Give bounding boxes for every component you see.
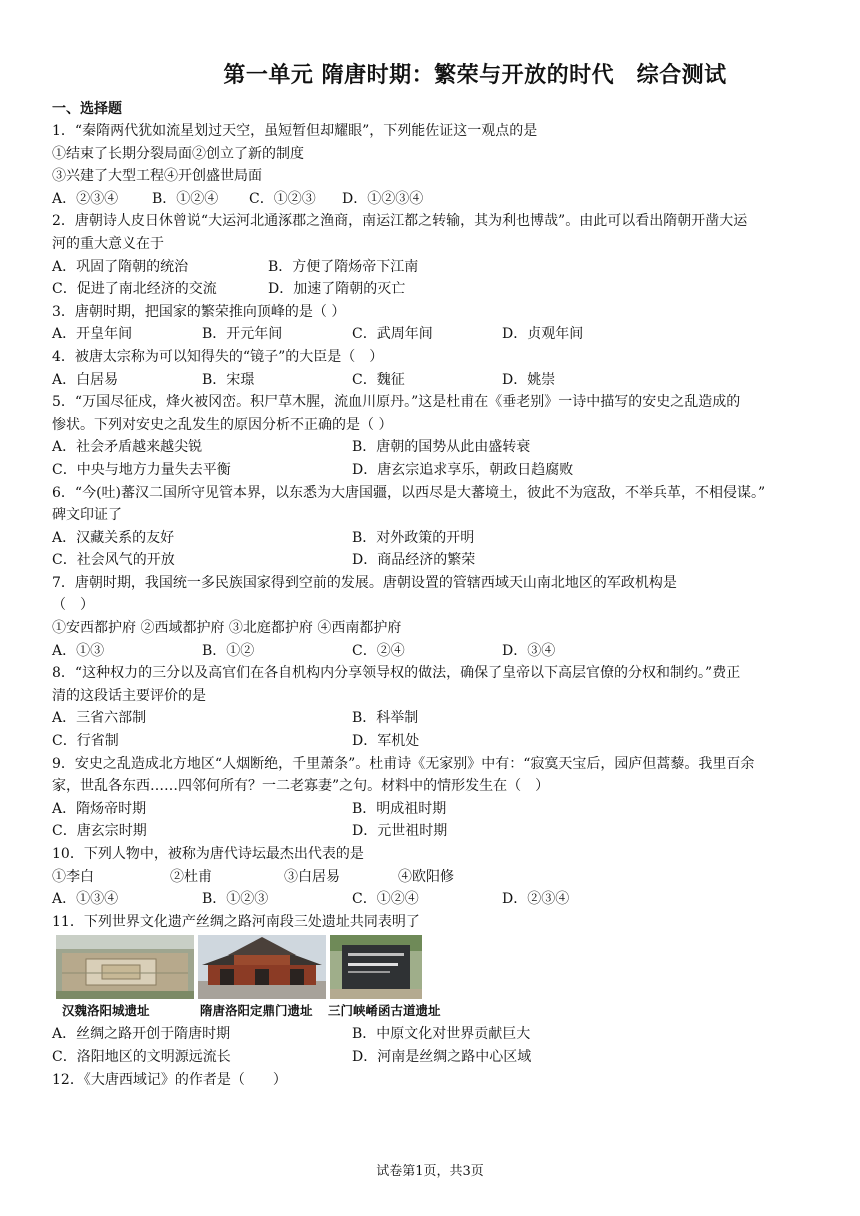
q4-option-d: D．姚崇 — [502, 371, 556, 388]
q1-option-c: C．①②③ — [249, 190, 316, 207]
q11-stem: 11．下列世界文化遗产丝绸之路河南段三处遗址共同表明了 — [52, 913, 420, 930]
q9-options-1 — [52, 798, 812, 821]
han-wei-luoyang-ruins-image — [56, 935, 194, 999]
q5-option-c: C．中央与地方力量失去平衡 — [52, 461, 231, 478]
q8-options-2 — [52, 730, 812, 753]
q8-stem: 8．“这种权力的三分以及高官们在各自机构内分享领导权的做法，确保了皇帝以下高层官僚的分权和制约。”费正 — [52, 665, 741, 682]
q6-options-2 — [52, 549, 812, 572]
q10-options — [52, 888, 812, 911]
q11-photos — [52, 935, 812, 1023]
q11-option-c: C．洛阳地区的文明源远流长 — [52, 1048, 231, 1065]
q8-option-b: B．科举制 — [352, 710, 419, 727]
q7-option-c: C．②④ — [352, 642, 405, 659]
section-heading: 一、选择题 — [52, 101, 122, 117]
q7-item-line: ①安西都护府 ②西域都护府 ③北庭都护府 ④西南都护府 — [52, 620, 402, 637]
q8-options-1 — [52, 707, 812, 730]
q8-option-d: D．军机处 — [352, 733, 420, 750]
q2-option-a: A．巩固了隋朝的统治 — [52, 258, 189, 275]
q5-stem-cont: 惨状。下列对安史之乱发生的原因分析不正确的是（ ） — [52, 416, 393, 433]
q9-stem-cont: 家，世乱各东西……四邻何所有？一二老寡妻”之句。材料中的情形发生在（ ） — [52, 778, 550, 795]
q8-option-c: C．行省制 — [52, 733, 119, 750]
q2-options-1 — [52, 256, 812, 279]
photo-caption-3: 三门峡崤函古道遗址 — [328, 1003, 441, 1019]
q9-option-a: A．隋炀帝时期 — [52, 800, 147, 817]
q10-option-d: D．②③④ — [502, 891, 570, 908]
q4-options — [52, 369, 812, 392]
q4-stem: 4．被唐太宗称为可以知得失的“镜子”的大臣是（ ） — [52, 348, 384, 365]
q10-stem: 10．下列人物中，被称为唐代诗坛最杰出代表的是 — [52, 846, 364, 862]
q8-option-a: A．三省六部制 — [52, 710, 147, 727]
q10-option-b: B．①②③ — [202, 891, 269, 908]
q10-item-2: ②杜甫 — [170, 868, 212, 885]
q5-options-2 — [52, 459, 812, 482]
q12-stem: 12．《大唐西域记》的作者是（ ） — [52, 1071, 287, 1088]
q7-option-b: B．①② — [202, 642, 255, 659]
q9-options-2 — [52, 820, 812, 843]
q1-option-d: D．①②③④ — [342, 190, 424, 207]
q5-option-a: A．社会矛盾越来越尖锐 — [52, 439, 203, 456]
q2-options-2 — [52, 278, 812, 301]
photo-caption-2: 隋唐洛阳定鼎门遗址 — [200, 1003, 313, 1019]
q1-item-line: ③兴建了大型工程④开创盛世局面 — [52, 168, 262, 185]
q2-option-c: C．促进了南北经济的交流 — [52, 281, 217, 298]
q3-option-d: D．贞观年间 — [502, 326, 584, 343]
q7-option-a: A．①③ — [52, 642, 105, 659]
q3-stem: 3．唐朝时期，把国家的繁荣推向顶峰的是（ ） — [52, 303, 346, 320]
q9-option-d: D．元世祖时期 — [352, 823, 448, 840]
page-title: 第一单元 隋唐时期：繁荣与开放的时代 综合测试 — [223, 63, 727, 88]
q11-options-2 — [52, 1046, 812, 1069]
photo-caption-1: 汉魏洛阳城遗址 — [62, 1003, 150, 1019]
q11-option-b: B．中原文化对世界贡献巨大 — [352, 1026, 531, 1043]
q1-item-line: ①结束了长期分裂局面②创立了新的制度 — [52, 145, 304, 162]
q9-option-c: C．唐玄宗时期 — [52, 823, 147, 840]
q6-stem: 6．“今(吐)蕃汉二国所守见管本界，以东悉为大唐国疆，以西尽是大蕃境土，彼此不为寇敌，不举兵革，不相侵谋。” — [52, 484, 766, 501]
q6-option-c: C．社会风气的开放 — [52, 552, 175, 569]
q11-option-a: A．丝绸之路开创于隋唐时期 — [52, 1026, 231, 1043]
q6-stem-cont: 碑文印证了 — [52, 507, 122, 524]
q3-option-a: A．开皇年间 — [52, 326, 133, 343]
q2-stem-cont: 河的重大意义在于 — [52, 235, 164, 252]
xiaohan-road-stele-image — [330, 935, 422, 999]
q5-options-1 — [52, 436, 812, 459]
q5-option-d: D．唐玄宗追求享乐，朝政日趋腐败 — [352, 461, 574, 478]
q6-option-a: A．汉藏关系的友好 — [52, 529, 175, 546]
q7-stem-cont: （ ） — [52, 597, 94, 614]
q6-option-d: D．商品经济的繁荣 — [352, 552, 476, 569]
q4-option-c: C．魏征 — [352, 371, 405, 388]
q1-option-b: B．①②④ — [152, 190, 219, 207]
q1-option-a: A．②③④ — [52, 190, 119, 207]
page-footer: 试卷第1页，共3页 — [376, 1164, 484, 1179]
dingding-gate-image — [198, 935, 326, 999]
q4-option-b: B．宋璟 — [202, 371, 255, 388]
q1-stem: 1．“秦隋两代犹如流星划过天空，虽短暂但却耀眼”，下列能佐证这一观点的是 — [52, 123, 538, 139]
q1-options — [52, 188, 812, 211]
q2-option-d: D．加速了隋朝的灭亡 — [268, 281, 406, 298]
q2-option-b: B．方便了隋炀帝下江南 — [268, 258, 419, 275]
q10-items — [52, 866, 812, 889]
q10-option-c: C．①②④ — [352, 891, 419, 908]
q3-option-c: C．武周年间 — [352, 326, 433, 343]
q11-options-1 — [52, 1023, 812, 1046]
q5-option-b: B．唐朝的国势从此由盛转衰 — [352, 439, 531, 456]
q3-options — [52, 323, 812, 346]
q10-item-3: ③白居易 — [284, 868, 340, 885]
q10-option-a: A．①③④ — [52, 891, 119, 908]
q10-item-4: ④欧阳修 — [398, 868, 454, 885]
q5-stem: 5．“万国尽征戍，烽火被冈峦。积尸草木腥，流血川原丹。”这是杜甫在《垂老别》一诗中描写的安史之乱造成的 — [52, 394, 741, 411]
q10-item-1: ①李白 — [52, 868, 94, 885]
q9-stem: 9．安史之乱造成北方地区“人烟断绝，千里萧条”。杜甫诗《无家别》中有：“寂寞天宝后，园庐但蒿藜。我里百余 — [52, 755, 755, 772]
q7-stem: 7．唐朝时期，我国统一多民族国家得到空前的发展。唐朝设置的管辖西域天山南北地区的军政机构是 — [52, 574, 677, 591]
q2-stem: 2．唐朝诗人皮日休曾说“大运河北通涿郡之渔商，南运江都之转输，其为利也博哉”。由此可以看出隋朝开凿大运 — [52, 213, 748, 230]
q4-option-a: A．白居易 — [52, 371, 119, 388]
q6-options-1 — [52, 527, 812, 550]
q11-option-d: D．河南是丝绸之路中心区域 — [352, 1048, 532, 1065]
q7-options — [52, 640, 812, 663]
q7-option-d: D．③④ — [502, 642, 556, 659]
q8-stem-cont: 清的这段话主要评价的是 — [52, 687, 206, 704]
q6-option-b: B．对外政策的开明 — [352, 529, 475, 546]
q9-option-b: B．明成祖时期 — [352, 800, 447, 817]
exam-content — [52, 98, 812, 1091]
q3-option-b: B．开元年间 — [202, 326, 283, 343]
